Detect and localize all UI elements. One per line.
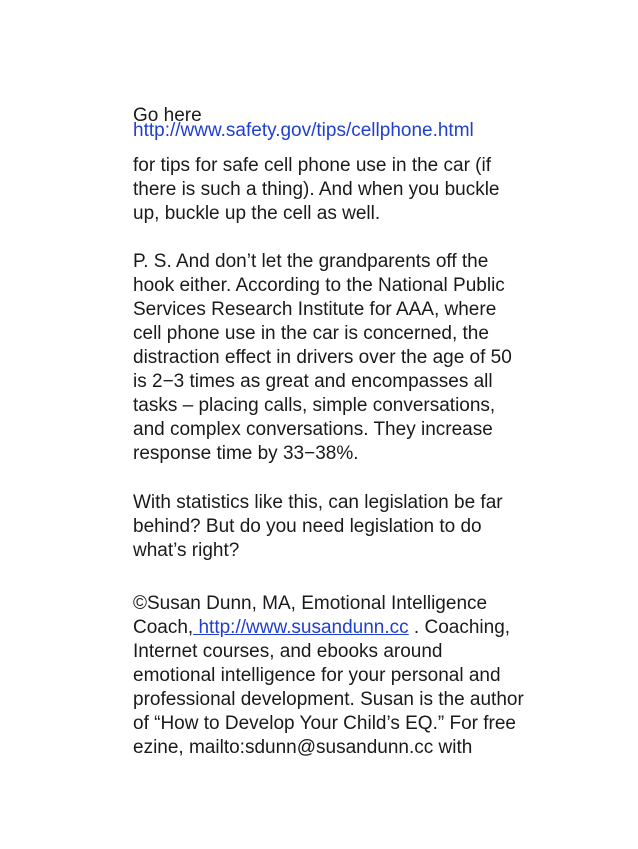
text-line: cell phone use in the car is concerned, the <box>133 323 489 344</box>
paragraph-author-bio <box>133 592 603 760</box>
text-line: for tips for safe cell phone use in the car (if <box>133 155 492 176</box>
paragraph-grandparents <box>133 250 603 466</box>
text-line: P. S. And don’t let the grandparents off the <box>133 251 489 272</box>
text-line: emotional intelligence for your personal and <box>133 665 501 686</box>
paragraph-safe-tips <box>133 154 603 226</box>
text-line: and complex conversations. They increase <box>133 419 493 440</box>
text-line: there is such a thing). And when you buckle <box>133 179 500 200</box>
text-line: of “How to Develop Your Child’s EQ.” For free <box>133 713 516 734</box>
text-line: professional development. Susan is the author <box>133 689 524 710</box>
text-line: ©Susan Dunn, MA, Emotional Intelligence <box>133 593 488 614</box>
cut-off-link-text[interactable]: http://www.safety.gov/tips/cellphone.html <box>133 120 474 141</box>
text-line: tasks – placing calls, simple conversations, <box>133 395 496 416</box>
cut-off-link[interactable] <box>133 120 474 143</box>
text-line: distraction effect in drivers over the age of 50 <box>133 347 512 368</box>
author-website-link[interactable]: http://www.susandunn.cc <box>193 617 409 638</box>
text-line: With statistics like this, can legislation be far <box>133 492 503 513</box>
text-line-with-link <box>133 616 603 640</box>
coaching-text: . Coaching, <box>408 617 511 638</box>
text-line: Internet courses, and ebooks around <box>133 641 443 662</box>
text-line: ezine, mailto:sdunn@susandunn.cc with <box>133 737 473 758</box>
text-line: is 2−3 times as great and encompasses all <box>133 371 493 392</box>
text-line: Services Research Institute for AAA, where <box>133 299 497 320</box>
intro-text: Go here <box>133 105 202 126</box>
coach-text: Coach, <box>133 617 194 638</box>
text-line: what’s right? <box>133 540 240 561</box>
text-line: hook either. According to the National Public <box>133 275 505 296</box>
text-line: up, buckle up the cell as well. <box>133 203 381 224</box>
text-line: behind? But do you need legislation to do <box>133 516 482 537</box>
text-line: response time by 33−38%. <box>133 443 359 464</box>
paragraph-legislation <box>133 491 603 563</box>
